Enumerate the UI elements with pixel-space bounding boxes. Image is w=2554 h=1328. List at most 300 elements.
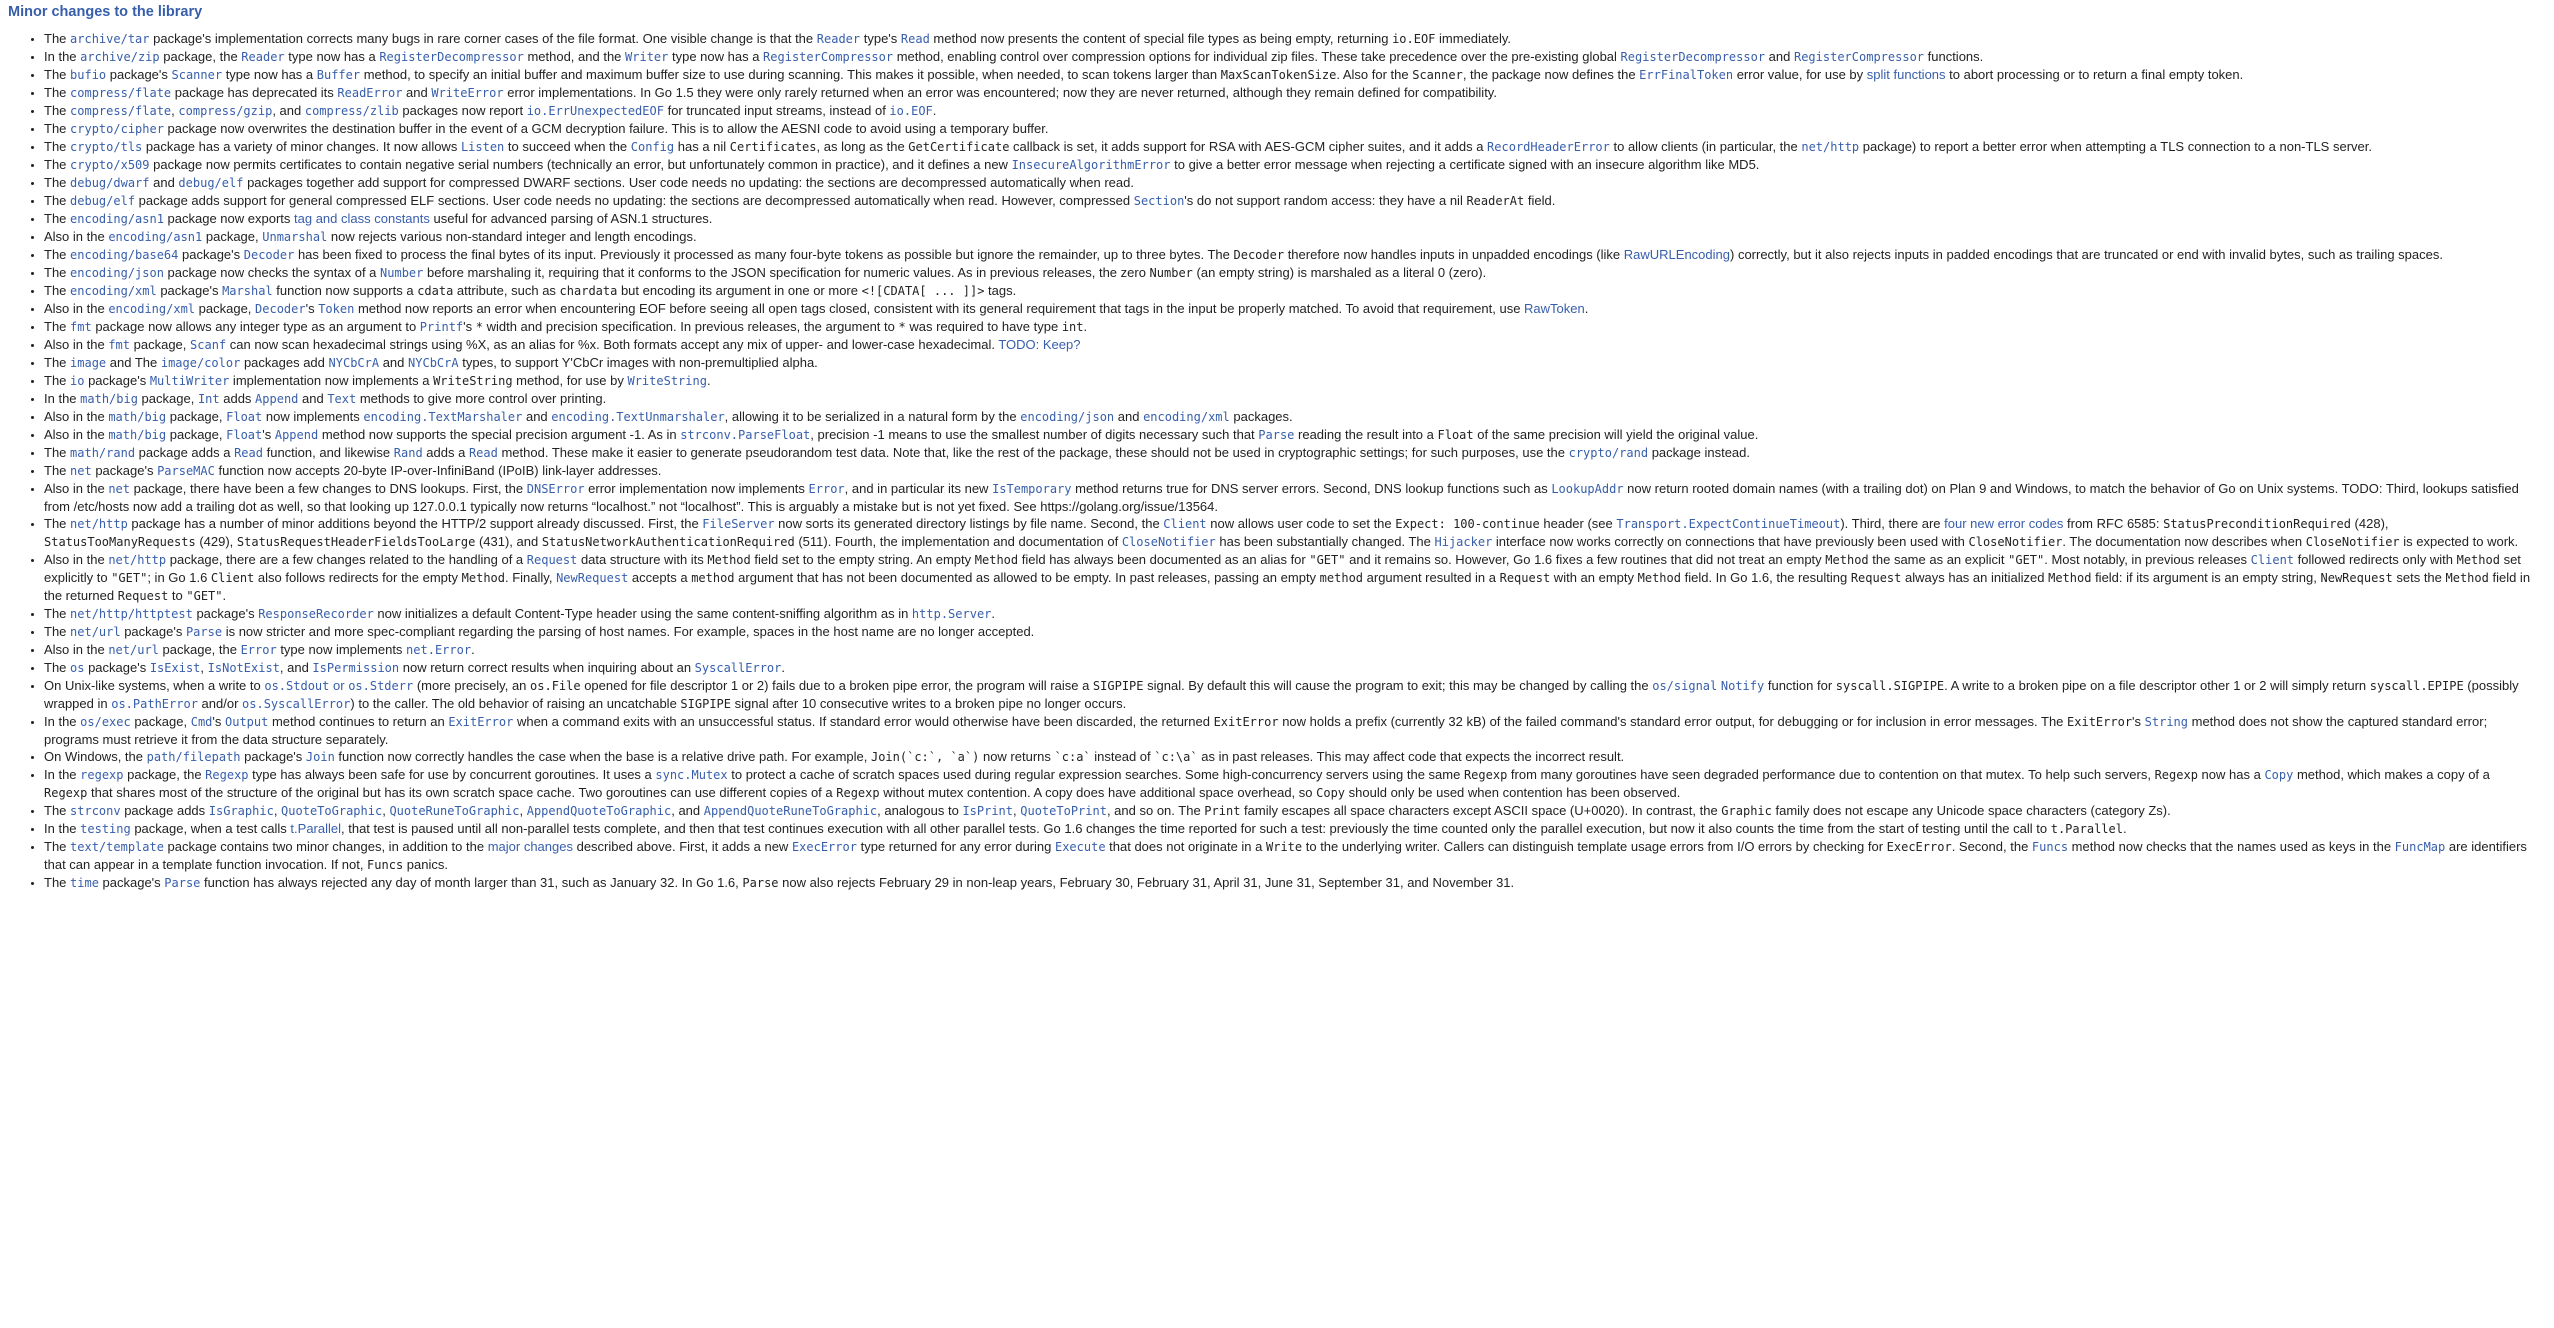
text-run: , xyxy=(273,803,282,818)
code-span: CloseNotifier xyxy=(2305,535,2400,549)
code-link[interactable]: Transport.ExpectContinueTimeout xyxy=(1616,517,1841,531)
code-link[interactable]: String xyxy=(2144,715,2188,729)
code-link[interactable]: io.ErrUnexpectedEOF xyxy=(526,104,664,118)
code-link[interactable]: fmt xyxy=(108,338,131,352)
code-link[interactable]: encoding/xml xyxy=(70,284,157,298)
code-link[interactable]: Printf xyxy=(419,320,464,334)
text-run: without mutex contention. A copy does have additional space overhead, so xyxy=(879,785,1317,800)
code-link[interactable]: Copy xyxy=(2264,768,2294,782)
code-link[interactable]: IsGraphic xyxy=(208,804,274,818)
list-item xyxy=(44,444,2534,462)
code-link[interactable]: os.SyscallError xyxy=(242,697,351,711)
code-link[interactable]: image xyxy=(70,356,107,370)
code-link[interactable]: IsNotExist xyxy=(207,661,280,675)
code-link[interactable]: http.Server xyxy=(911,607,992,621)
code-link[interactable]: Token xyxy=(318,302,355,316)
text-run: . Most notably, in previous releases xyxy=(2044,552,2251,567)
code-link[interactable]: archive/zip xyxy=(80,50,160,64)
text-run: are identifiers that can appear in a template function invocation. If not, xyxy=(44,839,2527,872)
text-run: type now has a xyxy=(284,49,380,64)
code-span: ReaderAt xyxy=(1466,194,1525,208)
text-link[interactable]: TODO: Keep? xyxy=(998,337,1081,352)
code-link[interactable]: AppendQuoteToGraphic xyxy=(526,804,672,818)
text-run: that does not originate in a xyxy=(1105,839,1266,854)
text-run: callback is set, it adds support for RSA with AES-GCM cipher suites, and it adds a xyxy=(1009,139,1488,154)
code-link[interactable]: encoding/xml xyxy=(108,302,196,316)
text-run: . xyxy=(932,103,937,118)
code-link[interactable]: net xyxy=(70,464,92,478)
text-link[interactable]: major changes xyxy=(487,839,573,854)
text-run: . xyxy=(2122,821,2127,836)
text-run: the same as an explicit xyxy=(1868,552,2009,567)
text-run: from RFC 6585: xyxy=(2063,516,2164,531)
code-link[interactable]: io xyxy=(70,374,85,388)
text-run: package has a variety of minor changes. It now allows xyxy=(142,139,461,154)
text-run: package's xyxy=(84,373,150,388)
text-run: ). Third, there are xyxy=(1840,516,1945,531)
text-run: package now checks the syntax of a xyxy=(163,265,381,280)
code-link[interactable]: Int xyxy=(197,392,220,406)
list-item xyxy=(44,874,2534,892)
text-run: Also in the xyxy=(44,229,109,244)
code-span: "GET" xyxy=(186,589,223,603)
code-link[interactable]: math/big xyxy=(108,428,167,442)
code-link[interactable]: FuncMap xyxy=(2394,840,2446,854)
code-link[interactable]: NewRequest xyxy=(556,571,629,585)
code-link[interactable]: SyscallError xyxy=(694,661,782,675)
code-link[interactable]: Append xyxy=(255,392,299,406)
code-link[interactable]: Hijacker xyxy=(1434,535,1493,549)
text-run: , xyxy=(1013,803,1021,818)
code-link[interactable]: testing xyxy=(80,822,131,836)
code-link[interactable]: net/http xyxy=(1801,140,1860,154)
text-run: argument that has not been documented as allowed to be empty. In past releases, passing an empty xyxy=(734,570,1320,585)
text-run: field. xyxy=(1524,193,1556,208)
text-run: The xyxy=(44,803,71,818)
code-link[interactable]: debug/elf xyxy=(178,176,244,190)
list-item xyxy=(44,838,2534,874)
text-run: error implementations. In Go 1.5 they were only rarely returned when an error was encountered; now they are never returned, although they remain defined for compatibility. xyxy=(503,85,1497,100)
code-span: cdata xyxy=(417,284,454,298)
code-link[interactable]: encoding/xml xyxy=(1143,410,1230,424)
code-link[interactable]: os.Stderr xyxy=(348,679,414,693)
text-run: now returns xyxy=(979,749,1055,764)
code-link[interactable]: encoding.TextMarshaler xyxy=(363,410,523,424)
text-run: error value, for use by xyxy=(1733,67,1867,82)
text-run: set explicitly to xyxy=(44,552,2521,585)
text-run: has been substantially changed. The xyxy=(1215,534,1435,549)
text-run: to abort processing or to return a final empty token. xyxy=(1945,67,2244,82)
text-run: Also in the xyxy=(44,642,109,657)
text-run: reading the result into a xyxy=(1294,427,1438,442)
code-link[interactable]: encoding.TextUnmarshaler xyxy=(551,410,725,424)
list-item xyxy=(44,802,2534,820)
text-run: type has always been safe for use by concurrent goroutines. It uses a xyxy=(248,767,656,782)
code-span: Decoder xyxy=(1233,248,1285,262)
code-link[interactable]: RecordHeaderError xyxy=(1487,140,1610,154)
code-link[interactable]: ReadError xyxy=(337,86,403,100)
code-link[interactable]: encoding/json xyxy=(70,266,164,280)
list-item xyxy=(44,210,2534,228)
code-link[interactable]: Rand xyxy=(393,446,423,460)
code-link[interactable]: Output xyxy=(225,715,269,729)
code-link[interactable]: Regexp xyxy=(205,768,249,782)
text-run: can now scan hexadecimal strings using %X, as an alias for %x. Both formats accept any mix of upper- and lower-case hexadecimal. xyxy=(226,337,999,352)
code-span: SIGPIPE xyxy=(680,697,731,711)
text-run: The xyxy=(44,516,71,531)
text-run: signal. By default this will cause the program to exit; this may be changed by calling the xyxy=(1143,678,1653,693)
text-run: and/or xyxy=(197,696,243,711)
code-span: ExitError xyxy=(1213,715,1279,729)
text-run: (429), xyxy=(195,534,237,549)
code-link[interactable]: Decoder xyxy=(255,302,306,316)
code-link[interactable]: Decoder xyxy=(243,248,295,262)
code-link[interactable]: IsExist xyxy=(149,661,201,675)
text-run: now return rooted domain names (with a trailing dot) on Plan 9 and Windows, to match the behavior of Go on Unix systems. TODO: Third, lookups satisfied from /etc/hosts now add a trailing dot as well, so that looking up 127.0.0.1 typically now returns “localhost.” not “localhost”. This is arguably a mistake but is not yet fixed. See https://golang.org/issue/13564. xyxy=(44,481,2519,514)
code-link[interactable]: crypto/tls xyxy=(70,140,143,154)
text-run: The xyxy=(44,265,71,280)
text-run: now rejects various non-standard integer and length encodings. xyxy=(327,229,697,244)
text-run: methods to give more control over printing. xyxy=(356,391,607,406)
text-link[interactable]: four new error codes xyxy=(1944,516,2064,531)
code-link[interactable]: Execute xyxy=(1054,840,1106,854)
list-item xyxy=(44,659,2534,677)
code-span: * xyxy=(898,320,906,334)
text-run: package, when a test calls xyxy=(130,821,291,836)
code-link[interactable]: WriteString xyxy=(627,374,707,388)
text-link[interactable]: RawURLEncoding xyxy=(1623,247,1730,262)
text-link[interactable]: tag and class constants xyxy=(294,211,430,226)
text-run: , and xyxy=(272,103,305,118)
list-item xyxy=(44,372,2534,390)
text-run: from many goroutines have seen degraded performance due to contention on that mutex. To help such servers, xyxy=(1507,767,2155,782)
text-run: to allow clients (in particular, the xyxy=(1609,139,1802,154)
text-run: The xyxy=(44,103,71,118)
text-run: field has always been documented as an alias for xyxy=(1018,552,1310,567)
code-link[interactable]: os.Stdout xyxy=(264,679,330,693)
text-run: package, xyxy=(130,337,191,352)
code-link[interactable]: path/filepath xyxy=(146,750,241,764)
list-item xyxy=(44,408,2534,426)
list-item xyxy=(44,66,2534,84)
code-span: Request xyxy=(117,589,169,603)
text-link[interactable]: t.Parallel xyxy=(290,821,341,836)
code-span: syscall.SIGPIPE xyxy=(1835,679,1945,693)
code-link[interactable]: archive/tar xyxy=(70,32,150,46)
code-link[interactable]: Writer xyxy=(625,50,669,64)
code-link[interactable]: AppendQuoteRuneToGraphic xyxy=(703,804,878,818)
code-link[interactable]: compress/flate xyxy=(70,104,172,118)
code-link[interactable]: os xyxy=(70,661,85,675)
text-run: . The documentation now describes when xyxy=(2062,534,2306,549)
code-span: "GET" xyxy=(2008,553,2045,567)
code-link[interactable]: Request xyxy=(526,553,578,567)
text-run: field set to the empty string. An empty xyxy=(750,552,975,567)
code-span: Print xyxy=(1204,804,1241,818)
text-run: was required to have type xyxy=(905,319,1062,334)
text-run: package contains two minor changes, in addition to the xyxy=(163,839,488,854)
text-run: and The xyxy=(106,355,161,370)
text-run: Also in the xyxy=(44,552,109,567)
code-link[interactable]: sync.Mutex xyxy=(655,768,728,782)
text-run: packages together add support for compressed DWARF sections. User code needs no updating: the sections are decompressed automatically when read. xyxy=(243,175,1134,190)
code-link[interactable]: Buffer xyxy=(316,68,361,82)
code-link[interactable]: strconv xyxy=(70,804,121,818)
text-run: The xyxy=(44,445,71,460)
code-link[interactable]: RegisterDecompressor xyxy=(1620,50,1766,64)
code-link[interactable]: Marshal xyxy=(222,284,273,298)
code-span: Expect: 100-continue xyxy=(1395,517,1540,531)
text-run: now sorts its generated directory listings by file name. Second, the xyxy=(774,516,1164,531)
code-link[interactable]: bufio xyxy=(70,68,107,82)
code-link[interactable]: Config xyxy=(630,140,675,154)
text-run: package, xyxy=(137,391,198,406)
code-link[interactable]: debug/dwarf xyxy=(70,176,150,190)
list-item xyxy=(44,641,2534,659)
text-run: to protect a cache of scratch spaces used during regular expression searches. Some high-concurrency servers using the same xyxy=(727,767,1464,782)
text-run: 's xyxy=(2132,714,2145,729)
code-link[interactable]: Read xyxy=(468,446,498,460)
code-link[interactable]: crypto/rand xyxy=(1568,446,1649,460)
code-link[interactable]: InsecureAlgorithmError xyxy=(1011,158,1171,172)
code-link[interactable]: net/url xyxy=(70,625,121,639)
text-link[interactable]: RawToken xyxy=(1524,301,1585,316)
text-run: package, xyxy=(166,409,227,424)
code-link[interactable]: QuoteToPrint xyxy=(1020,804,1107,818)
code-link[interactable]: Client xyxy=(2250,553,2295,567)
text-run: 's xyxy=(463,319,476,334)
code-link[interactable]: compress/zlib xyxy=(304,104,399,118)
code-span: io.EOF xyxy=(1392,32,1436,46)
code-link[interactable]: net.Error xyxy=(406,643,472,657)
text-run: (an empty string) is marshaled as a literal 0 (zero). xyxy=(1192,265,1487,280)
code-span: Write xyxy=(1266,840,1303,854)
text-run: package now permits certificates to contain negative serial numbers (technically an error, but unfortunately common in practice), and it defines a new xyxy=(149,157,1012,172)
code-span: CloseNotifier xyxy=(1968,535,2063,549)
text-run: package adds a xyxy=(135,445,235,460)
text-link[interactable]: or xyxy=(329,678,349,693)
code-link[interactable]: text/template xyxy=(70,840,164,854)
text-run: type now has a xyxy=(668,49,764,64)
text-run: package now allows any integer type as an argument to xyxy=(91,319,420,334)
text-run: data structure with its xyxy=(577,552,708,567)
text-run: package's xyxy=(84,660,150,675)
text-run: field: if its argument is an empty string, xyxy=(2091,570,2321,585)
code-link[interactable]: Reader xyxy=(241,50,285,64)
code-link[interactable]: Text xyxy=(327,392,357,406)
list-item xyxy=(44,120,2534,138)
code-link[interactable]: ErrFinalToken xyxy=(1639,68,1734,82)
text-run: family escapes all space characters except ASCII space (U+0020). In contrast, the xyxy=(1240,803,1722,818)
text-run: type now has a xyxy=(222,67,317,82)
code-span: Regexp xyxy=(2154,768,2198,782)
code-link[interactable]: crypto/cipher xyxy=(70,122,164,136)
code-link[interactable]: Notify xyxy=(1720,679,1765,693)
code-link[interactable]: ExecError xyxy=(791,840,857,854)
code-link[interactable]: IsTemporary xyxy=(992,482,1072,496)
code-link[interactable]: IsPrint xyxy=(962,804,1014,818)
code-span: Request xyxy=(1499,571,1551,585)
code-link[interactable]: Number xyxy=(380,266,424,280)
text-run: The xyxy=(44,31,71,46)
code-link[interactable]: io.EOF xyxy=(889,104,933,118)
code-span: ExitError xyxy=(2067,715,2133,729)
list-item xyxy=(44,156,2534,174)
code-link[interactable]: image/color xyxy=(160,356,241,370)
code-link[interactable]: encoding/json xyxy=(1020,410,1115,424)
text-run: attribute, such as xyxy=(453,283,560,298)
text-run: to give a better error message when rejecting a certificate signed with an insecure algorithm like MD5. xyxy=(1170,157,1760,172)
code-link[interactable]: RegisterCompressor xyxy=(763,50,894,64)
text-run: . xyxy=(991,606,996,621)
code-link[interactable]: Parse xyxy=(164,876,201,890)
code-span: NewRequest xyxy=(2320,571,2393,585)
code-span: StatusNetworkAuthenticationRequired xyxy=(541,535,795,549)
code-link[interactable]: regexp xyxy=(80,768,124,782)
code-link[interactable]: RegisterDecompressor xyxy=(379,50,524,64)
code-link[interactable]: WriteError xyxy=(431,86,504,100)
list-item xyxy=(44,264,2534,282)
code-link[interactable]: compress/gzip xyxy=(178,104,273,118)
list-item xyxy=(44,748,2534,766)
code-link[interactable]: Error xyxy=(240,643,277,657)
text-run: Also in the xyxy=(44,427,109,442)
code-link[interactable]: Join xyxy=(305,750,335,764)
code-link[interactable]: Cmd xyxy=(190,715,213,729)
text-run: , xyxy=(519,803,527,818)
code-link[interactable]: math/big xyxy=(108,410,167,424)
text-run: 's xyxy=(262,427,275,442)
list-item xyxy=(44,551,2534,605)
code-link[interactable]: IsPermission xyxy=(312,661,400,675)
code-link[interactable]: math/big xyxy=(80,392,138,406)
text-run: The xyxy=(44,660,71,675)
code-link[interactable]: net/url xyxy=(108,643,159,657)
text-run: , and xyxy=(279,660,313,675)
code-span: Method xyxy=(707,553,751,567)
text-run: described above. First, it adds a new xyxy=(572,839,792,854)
code-link[interactable]: debug/elf xyxy=(70,194,136,208)
text-run: and xyxy=(1114,409,1144,424)
text-link[interactable]: split functions xyxy=(1866,67,1946,82)
text-run: package adds xyxy=(120,803,209,818)
changes-list xyxy=(8,30,2534,892)
code-link[interactable]: MultiWriter xyxy=(149,374,230,388)
code-link[interactable]: fmt xyxy=(70,320,92,334)
text-run: method does not show the captured standard error; programs must retrieve it from the data structure separately. xyxy=(44,714,2488,747)
text-run: The xyxy=(44,139,71,154)
code-link[interactable]: Float xyxy=(226,410,263,424)
code-link[interactable]: encoding/base64 xyxy=(70,248,179,262)
code-link[interactable]: DNSError xyxy=(526,482,585,496)
code-link[interactable]: Scanner xyxy=(171,68,223,82)
code-link[interactable]: Reader xyxy=(816,32,861,46)
code-link[interactable]: net/http/httptest xyxy=(70,607,193,621)
code-link[interactable]: Append xyxy=(274,428,319,442)
code-link[interactable]: encoding/asn1 xyxy=(108,230,203,244)
text-run: package, the xyxy=(123,767,206,782)
text-run: functions. xyxy=(1924,49,1984,64)
code-link[interactable]: Section xyxy=(1133,194,1185,208)
text-run: The xyxy=(44,211,71,226)
code-link[interactable]: compress/flate xyxy=(70,86,172,100)
text-run: packages now report xyxy=(398,103,527,118)
text-run: panics. xyxy=(403,857,448,872)
code-link[interactable]: crypto/x509 xyxy=(70,158,150,172)
text-run: adds xyxy=(219,391,256,406)
code-link[interactable]: FileServer xyxy=(702,517,775,531)
code-link[interactable]: os/exec xyxy=(80,715,131,729)
text-run: now allows user code to set the xyxy=(1206,516,1396,531)
code-link[interactable]: Scanf xyxy=(190,338,227,352)
code-link[interactable]: net xyxy=(108,482,131,496)
code-link[interactable]: LookupAddr xyxy=(1551,482,1624,496)
code-link[interactable]: QuoteRuneToGraphic xyxy=(389,804,520,818)
code-link[interactable]: Read xyxy=(234,446,263,460)
code-span: Copy xyxy=(1316,786,1346,800)
text-run: field in the returned xyxy=(44,570,2531,603)
code-link[interactable]: net/http xyxy=(108,553,167,567)
code-span: `c:\a` xyxy=(1154,750,1198,764)
code-link[interactable]: math/rand xyxy=(70,446,136,460)
code-span: Graphic xyxy=(1721,804,1772,818)
code-span: StatusTooManyRequests xyxy=(44,535,196,549)
code-link[interactable]: net/http xyxy=(70,517,128,531)
list-item xyxy=(44,354,2534,372)
code-link[interactable]: ResponseRecorder xyxy=(258,607,374,621)
code-link[interactable]: NYCbCrA xyxy=(408,356,459,370)
list-item xyxy=(44,426,2534,444)
code-link[interactable]: encoding/asn1 xyxy=(70,212,164,226)
text-run: useful for advanced parsing of ASN.1 structures. xyxy=(429,211,713,226)
code-link[interactable]: Parse xyxy=(185,625,223,639)
code-link[interactable]: ExitError xyxy=(448,715,514,729)
text-run: ; in Go 1.6 xyxy=(147,570,211,585)
text-run: to xyxy=(168,588,187,603)
code-link[interactable]: Float xyxy=(226,428,263,442)
code-link[interactable]: Read xyxy=(900,32,930,46)
code-link[interactable]: Unmarshal xyxy=(262,230,328,244)
code-link[interactable]: Parse xyxy=(1258,428,1295,442)
code-link[interactable]: ParseMAC xyxy=(157,464,215,478)
code-link[interactable]: Listen xyxy=(460,140,505,154)
text-run: method now supports the special precision argument -1. As in xyxy=(318,427,681,442)
text-run: . Finally, xyxy=(505,570,557,585)
text-run: . xyxy=(781,660,785,675)
text-run: function has always rejected any day of month larger than 31, such as January 32. In Go 1.6, xyxy=(200,875,743,890)
code-link[interactable]: CloseNotifier xyxy=(1121,535,1216,549)
code-link[interactable]: NYCbCrA xyxy=(328,356,380,370)
code-link[interactable]: Error xyxy=(808,482,845,496)
text-run: therefore now handles inputs in unpadded encodings (like xyxy=(1284,247,1624,262)
text-run: method, and the xyxy=(523,49,626,64)
code-link[interactable]: Funcs xyxy=(2031,840,2069,854)
text-run: ) to the caller. The old behavior of raising an uncatchable xyxy=(350,696,681,711)
code-link[interactable]: Client xyxy=(1163,517,1207,531)
text-run: now implements xyxy=(262,409,364,424)
code-link[interactable]: RegisterCompressor xyxy=(1793,50,1925,64)
code-link[interactable]: os.PathError xyxy=(111,697,198,711)
code-span: Method xyxy=(1825,553,1869,567)
code-link[interactable]: strconv.ParseFloat xyxy=(680,428,811,442)
code-link[interactable]: time xyxy=(70,876,99,890)
code-link[interactable]: os/signal xyxy=(1652,679,1718,693)
text-run: and xyxy=(402,85,432,100)
code-span: Request xyxy=(1850,571,1902,585)
text-run: method, enabling control over compression options for individual zip files. These take precedence over the pre-existing global xyxy=(893,49,1621,64)
code-link[interactable]: QuoteToGraphic xyxy=(281,804,383,818)
text-run: , that test is paused until all non-parallel tests complete, and then that test continues execution with all other parallel tests. Go 1.6 changes the time reported for such a test: previously the time counted only the parallel execution, but now it also counts the time from the start of testing until the call to xyxy=(341,821,2051,836)
